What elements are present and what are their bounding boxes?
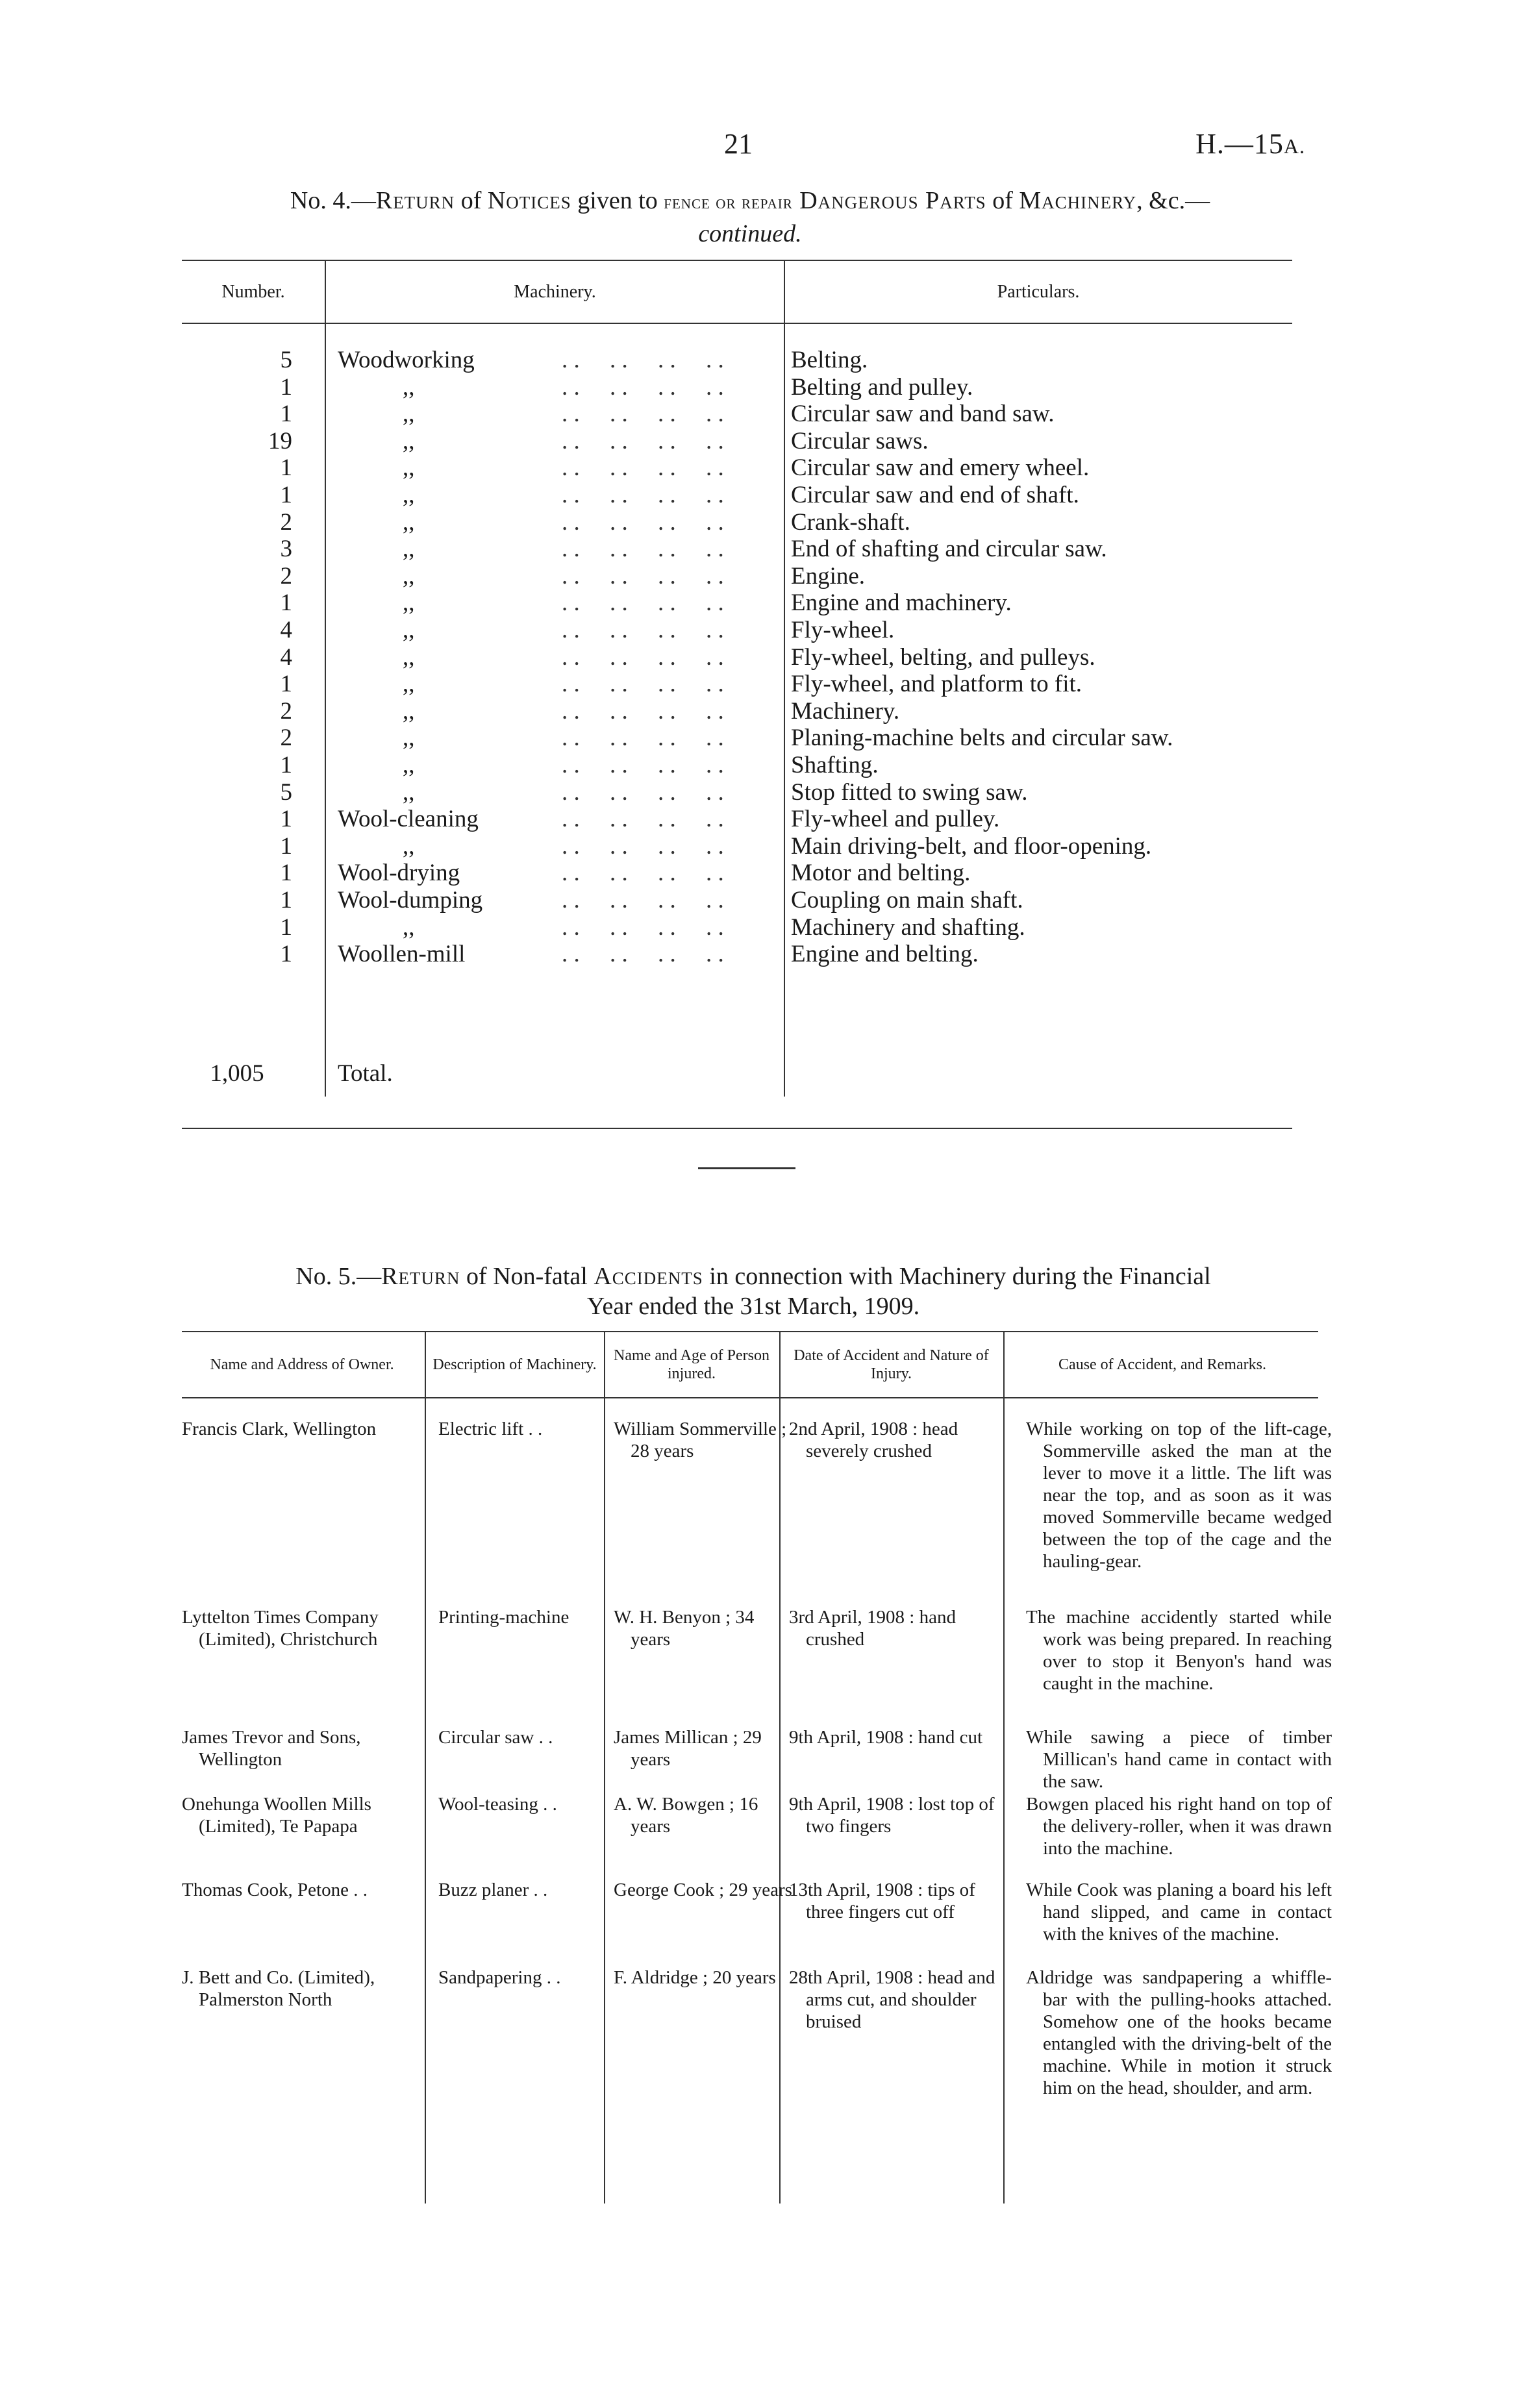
table5-machinery-cell: Wool-teasing . . <box>438 1794 557 1815</box>
table4-machinery-cell: ,, <box>403 536 415 563</box>
table4-row <box>182 401 1292 428</box>
table4-number-cell: 1 <box>280 752 292 778</box>
table4-row <box>182 428 1292 455</box>
table4-number-cell: 1 <box>280 913 292 941</box>
table4-machinery-cell: ,, <box>403 427 415 454</box>
table4-machinery-cell: ,, <box>403 454 415 482</box>
table5-owner-cell: J. Bett and Co. (Limited), Palmerston North <box>182 1967 375 2010</box>
table4-machinery-cell: ,, <box>403 778 415 806</box>
table4-row <box>182 347 1292 374</box>
table4-particulars-cell: Engine and belting. <box>791 941 979 968</box>
table4-row <box>182 941 1292 968</box>
table4-leader-dots: . . . . . . . . <box>562 454 724 482</box>
table5-date-cell: 3rd April, 1908 : hand crushed <box>789 1607 956 1650</box>
table4-leader-dots: . . . . . . . . <box>562 941 724 968</box>
table5-header <box>182 1331 1318 1398</box>
table5 <box>182 1331 1332 2216</box>
table5-column-divider <box>604 1398 605 2203</box>
table5-title-line2: Year ended the 31st March, 1909. <box>586 1293 920 1320</box>
table5-cause-cell: The machine accidently started while work was being prepared. In reaching over to stop it Benyon's hand was caught in the machine. <box>1026 1607 1332 1694</box>
table4-particulars-cell: Machinery and shafting. <box>791 913 1025 941</box>
table4-row <box>182 806 1292 833</box>
table4-particulars-cell: Engine. <box>791 562 866 590</box>
table4-header-particulars: Particulars. <box>997 282 1080 302</box>
table5-header-divider <box>1003 1332 1005 1397</box>
page-number: 21 <box>724 128 753 160</box>
table5-date-cell: 13th April, 1908 : tips of three fingers cut off <box>789 1880 975 1922</box>
table4-machinery-cell: Wool-cleaning <box>338 806 479 833</box>
table4-particulars-cell: Fly-wheel, and platform to fit. <box>791 671 1082 698</box>
table4-number-cell: 4 <box>280 643 292 671</box>
table5-header-cause: Cause of Accident, and Remarks. <box>1058 1356 1266 1373</box>
table4-row <box>182 374 1292 401</box>
table4-row <box>182 536 1292 563</box>
table5-machinery-cell: Electric lift . . <box>438 1419 543 1439</box>
table4-number-cell: 1 <box>280 373 292 401</box>
table4-machinery-cell: ,, <box>403 482 415 508</box>
table5-machinery-cell: Circular saw . . <box>438 1727 553 1748</box>
table5-date-cell: 2nd April, 1908 : head severely crushed <box>789 1419 958 1461</box>
table4-machinery-cell: ,, <box>403 373 415 401</box>
table4-number-cell: 1 <box>280 806 292 833</box>
table4-machinery-cell: ,, <box>403 590 415 617</box>
table4-title-etc: , &c.— <box>1136 187 1210 214</box>
document-code-suffix: A. <box>1283 134 1305 158</box>
table4-machinery-cell: ,, <box>403 671 415 698</box>
table4-row <box>182 509 1292 536</box>
table5-header-machinery: Description of Machinery. <box>432 1356 597 1373</box>
table5-title-rest: in connection with Machinery during the Financial <box>703 1263 1211 1290</box>
table5-body <box>182 1398 1332 2216</box>
table4-leader-dots: . . . . . . . . <box>562 778 724 806</box>
table4-leader-dots: . . . . . . . . <box>562 562 724 590</box>
table4-row <box>182 725 1292 752</box>
table4-number-cell: 2 <box>280 697 292 725</box>
table4-particulars-cell: Planing-machine belts and circular saw. <box>791 725 1173 752</box>
table4-particulars-cell: Circular saw and end of shaft. <box>791 482 1079 508</box>
table5-machinery-cell: Printing-machine <box>438 1607 569 1628</box>
table5-title-return: Return <box>381 1263 460 1290</box>
table4-title-given: given to <box>571 187 664 214</box>
table4-machinery-cell: ,, <box>403 562 415 590</box>
table4-particulars-cell: End of shafting and circular saw. <box>791 536 1107 563</box>
table4-particulars-cell: Circular saws. <box>791 427 929 454</box>
document-code-main: H.—15 <box>1195 128 1284 160</box>
table4-leader-dots: . . . . . . . . <box>562 536 724 563</box>
table4-title-return: Return <box>375 187 455 214</box>
table4-leader-dots: . . . . . . . . <box>562 913 724 941</box>
table5-header-divider <box>425 1332 426 1397</box>
table5-header-person: Name and Age of Person injured. <box>614 1347 769 1382</box>
table4-leader-dots: . . . . . . . . <box>562 617 724 643</box>
table4-particulars-cell: Belting and pulley. <box>791 373 973 401</box>
table5-person-cell: F. Aldridge ; 20 years <box>614 1967 776 1988</box>
table4-total-number: 1,005 <box>210 1060 264 1087</box>
table4-number-cell: 1 <box>280 454 292 482</box>
table5-title-line1 <box>182 1261 1325 1291</box>
document-code <box>1195 127 1305 160</box>
table4-total-row <box>182 1058 1292 1090</box>
table4-machinery-cell: ,, <box>403 725 415 752</box>
table4-title-fence: fence or repair <box>664 192 793 213</box>
table5-cause-cell: While sawing a piece of timber Millican's hand came in contact with the saw. <box>1026 1727 1332 1792</box>
table5-person-cell: W. H. Benyon ; 34 years <box>614 1607 755 1650</box>
table4-particulars-cell: Circular saw and band saw. <box>791 401 1055 428</box>
table4-particulars-cell: Machinery. <box>791 697 900 725</box>
table4-particulars-cell: Coupling on main shaft. <box>791 887 1023 913</box>
table4-leader-dots: . . . . . . . . <box>562 697 724 725</box>
table4-particulars-cell: Motor and belting. <box>791 860 971 887</box>
table4-total-label: Total. <box>338 1060 393 1087</box>
table4-leader-dots: . . . . . . . . <box>562 347 724 373</box>
table4-title-notices: Notices <box>487 187 571 214</box>
table5-header-divider <box>779 1332 781 1397</box>
table4-machinery-cell: ,, <box>403 401 415 428</box>
table4-machinery-cell: ,, <box>403 508 415 536</box>
table4-row <box>182 779 1292 806</box>
table5-date-cell: 28th April, 1908 : head and arms cut, and shoulder bruised <box>789 1967 995 2032</box>
table4-machinery-cell: ,, <box>403 617 415 643</box>
table4-title-continued: continued. <box>698 220 802 247</box>
table4-row <box>182 860 1292 887</box>
table5-header-divider <box>604 1332 605 1397</box>
table4-machinery-cell: Wool-dumping <box>338 887 483 913</box>
table4-machinery-cell: Woodworking <box>338 347 475 373</box>
table5-date-cell: 9th April, 1908 : lost top of two fingers <box>789 1794 995 1837</box>
table4-row <box>182 671 1292 698</box>
table4-title-machinery: Machinery <box>1019 187 1137 214</box>
table5-person-cell: George Cook ; 29 years <box>614 1880 792 1900</box>
table4-header-machinery: Machinery. <box>514 282 596 302</box>
table4-number-cell: 3 <box>280 536 292 563</box>
table5-header-date: Date of Accident and Nature of Injury. <box>794 1347 989 1382</box>
table4-leader-dots: . . . . . . . . <box>562 671 724 698</box>
table4-number-cell: 2 <box>280 562 292 590</box>
table4-particulars-cell: Fly-wheel. <box>791 617 895 643</box>
table5-title <box>182 1261 1325 1321</box>
table4-row <box>182 482 1292 509</box>
table4-title-prefix: No. 4.— <box>290 187 376 214</box>
table4-particulars-cell: Shafting. <box>791 752 879 778</box>
table5-person-cell: A. W. Bowgen ; 16 years <box>614 1794 758 1837</box>
table4-bottom-rule <box>182 1128 1292 1129</box>
table5-owner-cell: Thomas Cook, Petone . . <box>182 1880 368 1900</box>
table4-number-cell: 1 <box>280 401 292 428</box>
table4-row <box>182 563 1292 590</box>
table4-header <box>182 260 1292 324</box>
table4-title-dangerous: Dangerous Parts <box>792 187 986 214</box>
table4-row <box>182 590 1292 617</box>
table4-leader-dots: . . . . . . . . <box>562 643 724 671</box>
table5-owner-cell: Francis Clark, Wellington <box>182 1419 377 1439</box>
table4-number-cell: 5 <box>280 778 292 806</box>
table4-header-number: Number. <box>221 282 285 302</box>
table5-owner-cell: James Trevor and Sons, Wellington <box>182 1727 361 1770</box>
table4-leader-dots: . . . . . . . . <box>562 860 724 887</box>
table4-number-cell: 1 <box>280 671 292 698</box>
table5-cause-cell: Bowgen placed his right hand on top of the delivery-roller, when it was drawn into the machine. <box>1026 1794 1332 1859</box>
table4-machinery-cell: ,, <box>403 752 415 778</box>
table4-particulars-cell: Circular saw and emery wheel. <box>791 454 1090 482</box>
table4-row <box>182 752 1292 779</box>
table4-particulars-cell: Belting. <box>791 347 868 373</box>
table4-leader-dots: . . . . . . . . <box>562 401 724 428</box>
table4-row <box>182 644 1292 671</box>
table4-particulars-cell: Fly-wheel and pulley. <box>791 806 1000 833</box>
table4-row <box>182 454 1292 482</box>
table5-machinery-cell: Buzz planer . . <box>438 1880 548 1900</box>
table5-cause-cell: While Cook was planing a board his left hand slipped, and came in contact with the knives of the machine. <box>1026 1880 1332 1944</box>
table4-machinery-cell: ,, <box>403 913 415 941</box>
table4 <box>182 260 1292 1103</box>
table4-number-cell: 19 <box>268 427 292 454</box>
table4-particulars-cell: Fly-wheel, belting, and pulleys. <box>791 643 1095 671</box>
table4-particulars-cell: Main driving-belt, and floor-opening. <box>791 832 1152 860</box>
table5-title-mid: of Non-fatal <box>460 1263 594 1290</box>
table4-particulars-cell: Stop fitted to swing saw. <box>791 778 1028 806</box>
table4-row <box>182 698 1292 725</box>
table4-title-of2: of <box>986 187 1019 214</box>
table4-row <box>182 914 1292 941</box>
table4-leader-dots: . . . . . . . . <box>562 725 724 752</box>
table4-machinery-cell: ,, <box>403 697 415 725</box>
table4-number-cell: 1 <box>280 482 292 508</box>
table5-owner-cell: Onehunga Woollen Mills (Limited), Te Papapa <box>182 1794 371 1837</box>
table4-number-cell: 1 <box>280 832 292 860</box>
table4-number-cell: 1 <box>280 860 292 887</box>
table5-cause-cell: While working on top of the lift-cage, Sommerville asked the man at the lever to move it a little. The lift was near the top, and as soon as it was moved Sommerville became wedged between the top of the cage and the hauling-gear. <box>1026 1419 1332 1572</box>
table5-header-owner: Name and Address of Owner. <box>210 1356 394 1373</box>
table4-machinery-cell: Woollen-mill <box>338 941 466 968</box>
table4-header-divider <box>784 261 785 323</box>
table4-number-cell: 1 <box>280 590 292 617</box>
table4-leader-dots: . . . . . . . . <box>562 590 724 617</box>
table5-machinery-cell: Sandpapering . . <box>438 1967 561 1988</box>
table4-header-divider <box>325 261 326 323</box>
table4-number-cell: 1 <box>280 887 292 913</box>
table4-leader-dots: . . . . . . . . <box>562 806 724 833</box>
table5-person-cell: James Millican ; 29 years <box>614 1727 762 1770</box>
table4-number-cell: 2 <box>280 508 292 536</box>
table4-title-line1 <box>182 185 1318 218</box>
table5-date-cell: 9th April, 1908 : hand cut <box>789 1727 983 1748</box>
table4-row <box>182 887 1292 914</box>
table4-number-cell: 5 <box>280 347 292 373</box>
table5-title-prefix: No. 5.— <box>295 1263 382 1290</box>
section-divider <box>698 1167 795 1169</box>
table5-title-accidents: Accidents <box>594 1263 703 1290</box>
table5-cause-cell: Aldridge was sandpapering a whiffle-bar with the pulling-hooks attached. Somehow one of the hooks became entangled with the driving-belt of the machine. While in motion it struck him on the head, shoulder, and arm. <box>1026 1967 1332 2098</box>
table4-row <box>182 833 1292 860</box>
table4-leader-dots: . . . . . . . . <box>562 373 724 401</box>
table4-leader-dots: . . . . . . . . <box>562 427 724 454</box>
table4-body <box>182 324 1292 1103</box>
table4-leader-dots: . . . . . . . . <box>562 752 724 778</box>
table4-title-of: of <box>455 187 488 214</box>
table4-number-cell: 4 <box>280 617 292 643</box>
table4-title <box>182 185 1318 249</box>
table5-person-cell: William Sommerville ; 28 years <box>614 1419 787 1461</box>
table4-leader-dots: . . . . . . . . <box>562 508 724 536</box>
table4-leader-dots: . . . . . . . . <box>562 482 724 508</box>
table4-number-cell: 2 <box>280 725 292 752</box>
table4-machinery-cell: Wool-drying <box>338 860 460 887</box>
table4-machinery-cell: ,, <box>403 832 415 860</box>
table4-particulars-cell: Crank-shaft. <box>791 508 910 536</box>
table4-row <box>182 617 1292 644</box>
table4-leader-dots: . . . . . . . . <box>562 832 724 860</box>
table4-machinery-cell: ,, <box>403 643 415 671</box>
table4-number-cell: 1 <box>280 941 292 968</box>
table4-particulars-cell: Engine and machinery. <box>791 590 1012 617</box>
table5-owner-cell: Lyttelton Times Company (Limited), Christchurch <box>182 1607 379 1650</box>
table4-leader-dots: . . . . . . . . <box>562 887 724 913</box>
